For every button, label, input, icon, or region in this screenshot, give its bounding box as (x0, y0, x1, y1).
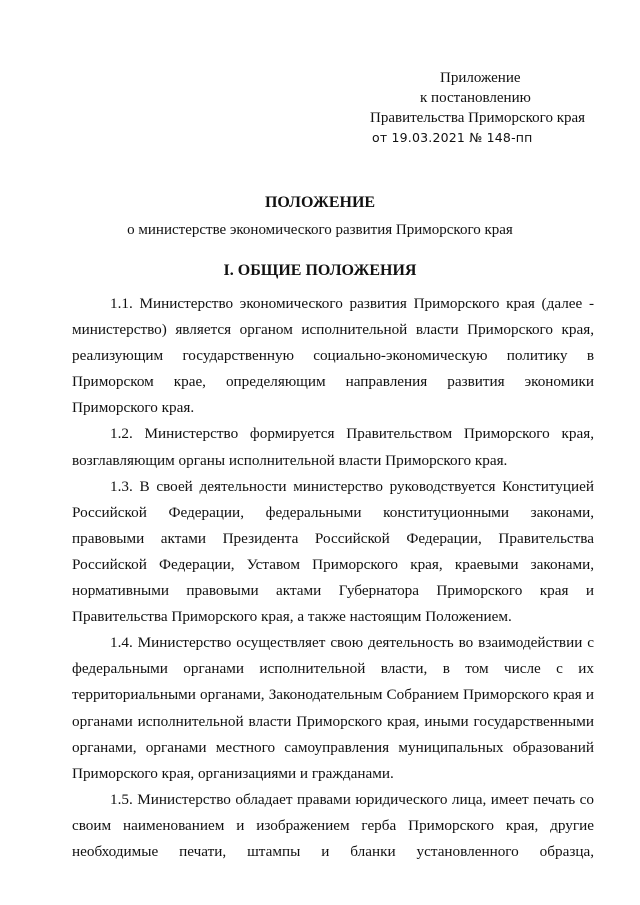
paragraph-1-3: 1.3. В своей деятельности министерство руководствуется Конституцией Российской Федерации, федеральными конституционными законами, правовыми актами Президента Российской Федерации, Правительства Российской Федерации, Уставом Приморского края, краевыми законами, нормативными правовыми актами Губернатора Приморского края и Правительства Приморского края, а также настоящим Положением. (72, 477, 594, 626)
section-heading: I. ОБЩИЕ ПОЛОЖЕНИЯ (223, 262, 417, 279)
approval-line-appendix: Приложение (440, 70, 521, 86)
document-body (72, 291, 594, 865)
approval-line-date-number: от 19.03.2021 № 148-пп (372, 130, 533, 145)
paragraph-1-4: 1.4. Министерство осуществляет свою деятельность во взаимодействии с федеральными органами исполнительной власти, в том числе с их территориальными органами, Законодательным Собранием Приморского края и органами исполнительной власти Приморского края, иными государственными органами, органами местного самоуправления муниципальных образований Приморского края, организациями и гражданами. (72, 634, 594, 782)
approval-line-government: Правительства Приморского края (370, 110, 586, 126)
paragraph-1-5: 1.5. Министерство обладает правами юридического лица, имеет печать со своим наименованием и изображением герба Приморского края, другие необходимые печати, штампы и бланки установленного образца, (72, 790, 594, 860)
approval-line-resolution: к постановлению (420, 90, 531, 106)
document-title: ПОЛОЖЕНИЕ (264, 194, 376, 211)
document-subtitle: о министерстве экономического развития Приморского края (127, 222, 513, 238)
paragraph-1-1: 1.1. Министерство экономического развития Приморского края (далее - министерство) является органом исполнительной власти Приморского края, реализующим государственную социально-экономическую политику в Приморском крае, определяющим направления развития экономики Приморского края. (72, 295, 594, 417)
paragraph-1-2: 1.2. Министерство формируется Правительством Приморского края, возглавляющим органы исполнительной власти Приморского края. (72, 425, 594, 469)
approval-stamp (356, 68, 616, 148)
